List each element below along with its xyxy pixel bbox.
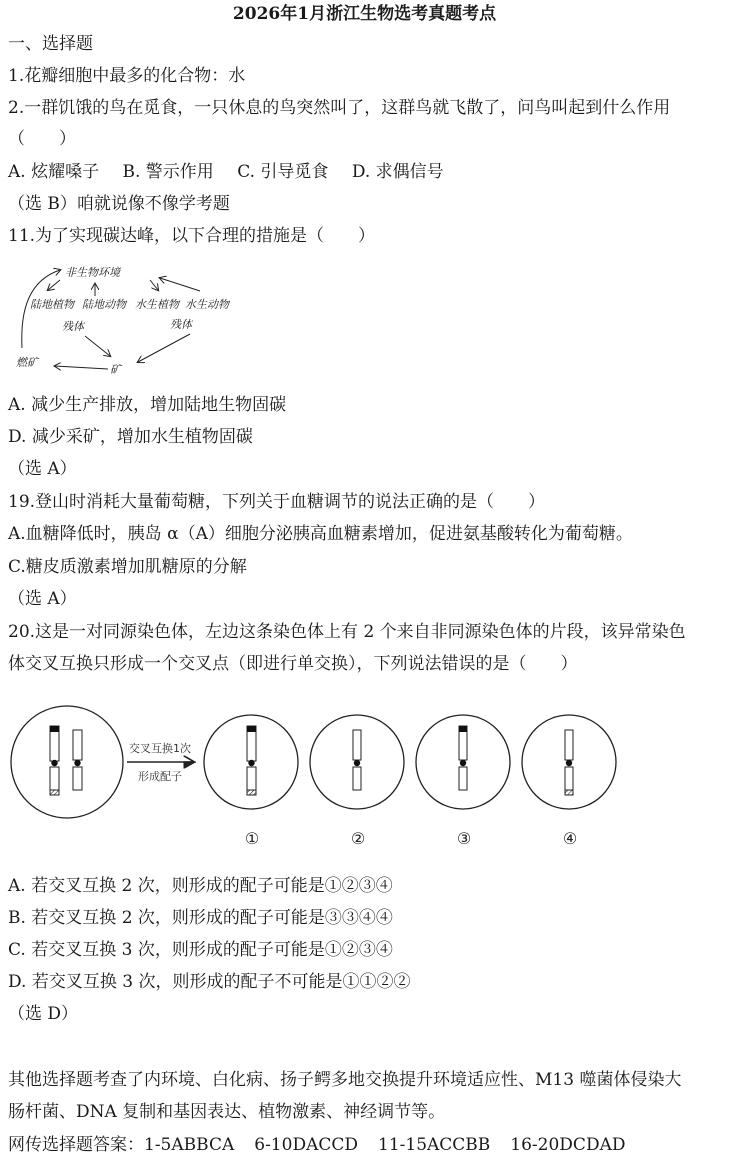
- question-19-stem: 19.登山时消耗大量葡萄糖，下列关于血糖调节的说法正确的是（ ）: [8, 492, 546, 512]
- label-remains: 残体: [62, 320, 84, 333]
- section-heading: 一、选择题: [8, 34, 93, 54]
- question-19-option-c: C.糖皮质激素增加肌糖原的分解: [8, 557, 247, 577]
- question-20-stem-1: 20.这是一对同源染色体，左边这条染色体上有 2 个来自非同源染色体的片段，该异常染色: [8, 622, 686, 642]
- question-20-option-b: B. 若交叉互换 2 次，则形成的配子可能是③③④④: [8, 908, 393, 928]
- arrow: [160, 278, 200, 291]
- label-abiotic: 非生物环境: [65, 266, 120, 279]
- gamete-label: ①: [244, 829, 260, 848]
- question-20-option-a: A. 若交叉互换 2 次，则形成的配子可能是①②③④: [8, 876, 393, 896]
- arrow: [48, 280, 60, 290]
- gamete-label: ③: [456, 829, 472, 848]
- carbon-cycle-sketch: [10, 258, 250, 383]
- arrow: [55, 366, 108, 369]
- question-20-answer: （选 D）: [8, 1004, 79, 1024]
- parent-cell: [11, 706, 123, 818]
- answer-group: 6-10DACCD: [254, 1135, 358, 1155]
- gamete-label: ②: [350, 829, 366, 848]
- option: C. 引导觅食: [237, 162, 329, 182]
- label-remains: 残体: [170, 318, 192, 331]
- question-2-options: [8, 160, 462, 184]
- arrow-label-top: 交叉互换1次: [129, 742, 191, 755]
- question-11-option-a: A. 减少生产排放，增加陆地生物固碳: [8, 395, 287, 415]
- label-node: 水生植物: [135, 298, 179, 311]
- answer-group: 16-20DCDAD: [510, 1135, 626, 1155]
- page-title: 2026年1月浙江生物选考真题考点: [232, 4, 497, 24]
- question-11-option-d: D. 减少采矿，增加水生植物固碳: [8, 427, 253, 447]
- label-node: 陆地植物: [30, 298, 74, 311]
- label-node: 水生动物: [185, 298, 229, 311]
- question-20-option-c: C. 若交叉互换 3 次，则形成的配子可能是①②③④: [8, 940, 393, 960]
- gamete-2: [310, 715, 404, 809]
- arrow: [150, 280, 158, 290]
- question-2-blank: （ ）: [8, 129, 76, 149]
- question-11-stem: 11.为了实现碳达峰，以下合理的措施是（ ）: [8, 226, 376, 246]
- option: D. 求偶信号: [351, 162, 444, 182]
- summary-line-2: 肠杆菌、DNA 复制和基因表达、植物激素、神经调节等。: [8, 1102, 446, 1122]
- summary-line-1: 其他选择题考查了内环境、白化病、扬子鳄多地交换提升环境适应性、M13 噬菌体侵染大: [8, 1070, 682, 1090]
- gamete-1: [204, 715, 298, 809]
- arrow: [138, 334, 190, 362]
- gamete-label: ④: [562, 829, 578, 848]
- gamete-4: [522, 715, 616, 809]
- question-2-stem: 2.一群饥饿的鸟在觅食，一只休息的鸟突然叫了，这群鸟就飞散了，问鸟叫起到什么作用: [8, 98, 671, 118]
- question-11-answer: （选 A）: [8, 459, 77, 479]
- question-19-answer: （选 A）: [8, 589, 77, 609]
- label-node: 陆地动物: [82, 298, 126, 311]
- chromosome-diagram: [0, 700, 729, 860]
- question-1: 1.花瓣细胞中最多的化合物：水: [8, 66, 246, 86]
- question-20-option-d: D. 若交叉互换 3 次，则形成的配子不可能是①①②②: [8, 972, 411, 992]
- question-19-option-a: A.血糖降低时，胰岛 α（A）细胞分泌胰高血糖素增加，促进氨基酸转化为葡萄糖。: [8, 524, 633, 544]
- gamete-3: [416, 715, 510, 809]
- label-mine: 矿: [110, 363, 121, 376]
- label-fuel: 燃矿: [16, 356, 38, 369]
- arrow-label-bottom: 形成配子: [138, 770, 182, 783]
- option: A. 炫耀嗓子: [8, 162, 100, 182]
- answer-key: [8, 1133, 645, 1157]
- answer-group: 1-5ABBCA: [144, 1135, 235, 1155]
- option: B. 警示作用: [122, 162, 214, 182]
- answer-group: 11-15ACCBB: [378, 1135, 491, 1155]
- question-2-answer: （选 B）咱就说像不像学考题: [8, 194, 230, 214]
- question-20-stem-2: 体交叉互换只形成一个交叉点（即进行单交换），下列说法错误的是（ ）: [8, 654, 578, 674]
- answer-key-label: 网传选择题答案：: [8, 1135, 144, 1155]
- arrow: [85, 336, 110, 356]
